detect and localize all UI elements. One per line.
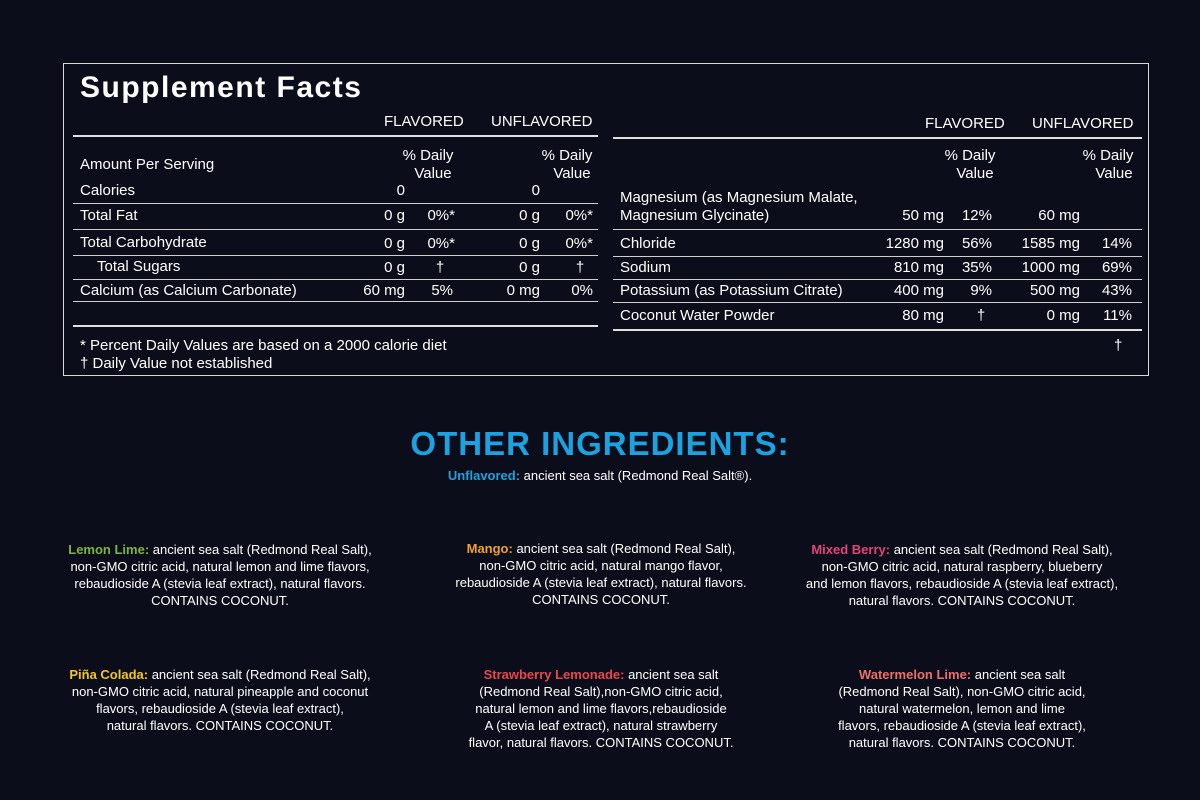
- flavor-label: Strawberry Lemonade:: [483, 667, 625, 682]
- unflavored-percent: 0%*: [565, 235, 593, 252]
- ingredient-line: rebaudioside A (stevia leaf extract), natural flavors.: [455, 575, 747, 590]
- flavored-percent: †: [435, 259, 445, 276]
- flavored-amount: 810 mg: [893, 259, 944, 276]
- unflavored-amount: 0 g: [519, 207, 540, 224]
- flavored-amount: 0 g: [384, 259, 405, 276]
- ingredient-line: (Redmond Real Salt),non-GMO citric acid,: [479, 684, 723, 699]
- unflavored-amount: 0 g: [519, 235, 540, 252]
- ingredient-line: rebaudioside A (stevia leaf extract), natural flavors.: [74, 576, 366, 591]
- flavored-amount: 400 mg: [893, 282, 944, 299]
- ingredient-line: ancient sea salt (Redmond Real Salt),: [149, 542, 372, 557]
- ingredient-line: natural watermelon, lemon and lime: [859, 701, 1065, 716]
- right-dagger-note: †: [1114, 337, 1123, 354]
- flavored-percent: 5%: [431, 282, 453, 299]
- ingredient-line: flavors, rebaudioside A (stevia leaf extract),: [96, 701, 344, 716]
- flavor-label: Mixed Berry:: [811, 542, 891, 557]
- flavored-amount: 50 mg: [902, 207, 944, 224]
- ingredient-watermelon-lime: [772, 666, 1152, 751]
- divider: [613, 302, 1142, 303]
- nutrient-name: Total Fat: [80, 207, 138, 224]
- nutrient-name-line1: Magnesium (as Magnesium Malate,: [620, 189, 858, 206]
- flavored-percent: 35%: [961, 259, 992, 276]
- flavor-label: Watermelon Lime:: [858, 667, 972, 682]
- flavored-percent: 9%: [970, 282, 992, 299]
- divider: [73, 135, 598, 137]
- flavored-amount: 0: [396, 182, 405, 199]
- unflavored-percent: 0%: [571, 282, 593, 299]
- divider: [73, 301, 598, 302]
- left-unflavored-header: UNFLAVORED: [491, 113, 593, 130]
- flavored-amount: 0 g: [384, 207, 405, 224]
- unflavored-amount: 0: [531, 182, 540, 199]
- ingredient-line: CONTAINS COCONUT.: [151, 593, 289, 608]
- left-unflavored-value-label: Value: [553, 165, 591, 182]
- unflavored-amount: 0 g: [519, 259, 540, 276]
- ingredient-line: non-GMO citric acid, natural pineapple and coconut: [71, 684, 369, 699]
- divider: [73, 229, 598, 230]
- right-flavored-header: FLAVORED: [925, 115, 1005, 132]
- unflavored-percent: 69%: [1101, 259, 1132, 276]
- ingredient-line: natural flavors. CONTAINS COCONUT.: [848, 735, 1076, 750]
- nutrient-name: Chloride: [620, 235, 676, 252]
- right-unflavored-daily-label: % Daily: [1082, 147, 1134, 164]
- nutrient-name-line2: Magnesium Glycinate): [620, 207, 770, 224]
- unflavored-percent: †: [575, 259, 585, 276]
- ingredient-line: ancient sea salt (Redmond Real Salt),: [512, 541, 736, 556]
- flavored-percent: †: [976, 307, 986, 324]
- divider: [613, 137, 1142, 139]
- ingredient-mixed-berry: [772, 541, 1152, 609]
- ingredient-line: ancient sea salt (Redmond Real Salt),: [890, 542, 1113, 557]
- unflavored-percent: 0%*: [565, 207, 593, 224]
- flavored-amount: 1280 mg: [885, 235, 944, 252]
- unflavored-amount: 500 mg: [1029, 282, 1080, 299]
- divider: [613, 229, 1142, 230]
- divider: [613, 329, 1142, 331]
- ingredient-line: (Redmond Real Salt), non-GMO citric acid,: [838, 684, 1086, 699]
- unflavored-amount: 0 mg: [506, 282, 540, 299]
- unflavored-percent: 43%: [1101, 282, 1132, 299]
- divider: [613, 279, 1142, 280]
- unflavored-amount: 1585 mg: [1021, 235, 1080, 252]
- divider: [613, 256, 1142, 257]
- footnote-dagger: † Daily Value not established: [80, 355, 273, 372]
- divider: [73, 325, 598, 327]
- unflavored-text: ancient sea salt (Redmond Real Salt®).: [520, 468, 753, 483]
- unflavored-percent: 14%: [1101, 235, 1132, 252]
- other-ingredients-title: OTHER INGREDIENTS:: [410, 425, 790, 462]
- flavored-percent: 12%: [961, 207, 992, 224]
- flavor-label: Piña Colada:: [69, 667, 149, 682]
- unflavored-amount: 1000 mg: [1021, 259, 1080, 276]
- ingredient-line: A (stevia leaf extract), natural strawberry: [484, 718, 718, 733]
- nutrient-name: Sodium: [620, 259, 671, 276]
- footnote-daily-values: * Percent Daily Values are based on a 2000 calorie diet: [80, 337, 447, 354]
- supplement-facts-title: Supplement Facts: [80, 71, 363, 104]
- nutrient-name: Potassium (as Potassium Citrate): [620, 282, 843, 299]
- nutrient-name: Calories: [80, 182, 136, 199]
- divider: [73, 279, 598, 280]
- flavored-amount: 80 mg: [902, 307, 944, 324]
- right-flavored-daily-label: % Daily: [944, 147, 996, 164]
- ingredient-line: non-GMO citric acid, natural mango flavor,: [479, 558, 723, 573]
- divider: [73, 255, 598, 256]
- ingredient-line: ancient sea salt: [624, 667, 719, 682]
- ingredient-line: flavor, natural flavors. CONTAINS COCONUT.: [468, 735, 734, 750]
- ingredient-line: flavors, rebaudioside A (stevia leaf extract),: [838, 718, 1086, 733]
- ingredient-line: natural flavors. CONTAINS COCONUT.: [848, 593, 1076, 608]
- ingredient-mango: [411, 540, 791, 608]
- flavored-percent: 0%*: [427, 235, 455, 252]
- left-flavored-value-label: Value: [414, 165, 452, 182]
- ingredient-line: non-GMO citric acid, natural lemon and lime flavors,: [70, 559, 370, 574]
- ingredient-lemon-lime: [30, 541, 410, 609]
- right-unflavored-value-label: Value: [1095, 165, 1133, 182]
- amount-per-serving-label: Amount Per Serving: [80, 156, 215, 173]
- flavored-percent: 0%*: [427, 207, 455, 224]
- left-flavored-daily-label: % Daily: [402, 147, 454, 164]
- ingredient-strawberry-lemonade: [411, 666, 791, 751]
- unflavored-amount: 0 mg: [1046, 307, 1080, 324]
- ingredient-line: ancient sea salt (Redmond Real Salt),: [148, 667, 371, 682]
- ingredient-pina-colada: [30, 666, 410, 734]
- ingredient-line: natural lemon and lime flavors,rebaudioside: [475, 701, 727, 716]
- nutrient-name: Total Carbohydrate: [80, 234, 207, 251]
- right-unflavored-header: UNFLAVORED: [1032, 115, 1134, 132]
- flavored-percent: 56%: [961, 235, 992, 252]
- ingredient-line: CONTAINS COCONUT.: [532, 592, 670, 607]
- left-unflavored-daily-label: % Daily: [541, 147, 593, 164]
- ingredient-line: ancient sea salt: [971, 667, 1066, 682]
- flavor-label: Mango:: [466, 541, 513, 556]
- unflavored-label: Unflavored:: [447, 468, 521, 483]
- ingredient-line: natural flavors. CONTAINS COCONUT.: [106, 718, 334, 733]
- ingredient-line: non-GMO citric acid, natural raspberry, blueberry: [821, 559, 1103, 574]
- unflavored-ingredients: [0, 468, 1200, 484]
- ingredient-line: and lemon flavors, rebaudioside A (stevia leaf extract),: [805, 576, 1119, 591]
- divider: [73, 203, 598, 204]
- unflavored-amount: 60 mg: [1038, 207, 1080, 224]
- unflavored-percent: 11%: [1103, 307, 1132, 324]
- left-flavored-header: FLAVORED: [384, 113, 464, 130]
- nutrient-name: Coconut Water Powder: [620, 307, 775, 324]
- flavor-label: Lemon Lime:: [68, 542, 150, 557]
- nutrient-name: Total Sugars: [97, 258, 181, 275]
- flavored-amount: 0 g: [384, 235, 405, 252]
- nutrient-name: Calcium (as Calcium Carbonate): [80, 282, 297, 299]
- flavored-amount: 60 mg: [363, 282, 405, 299]
- right-flavored-value-label: Value: [956, 165, 994, 182]
